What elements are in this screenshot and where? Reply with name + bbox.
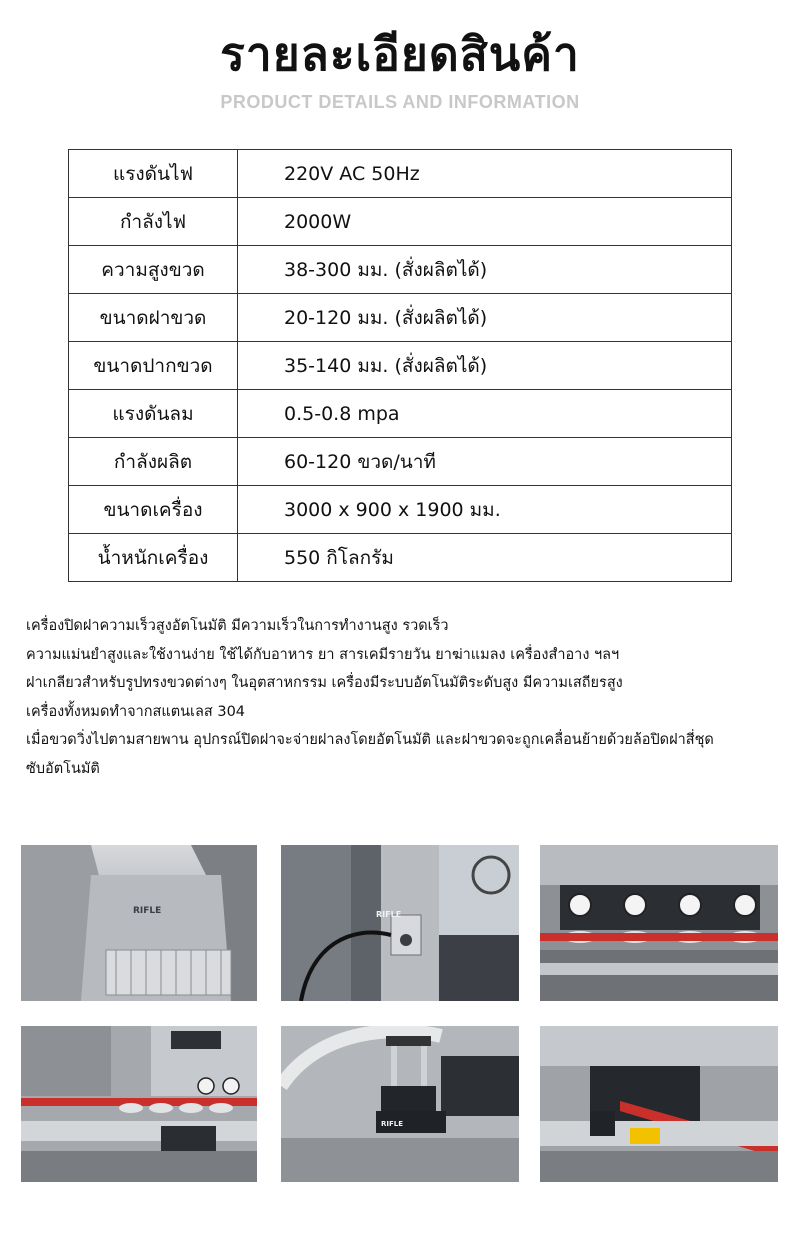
spec-label: กำลังผลิต <box>69 438 238 486</box>
spec-value: 60-120 ขวด/นาที <box>238 438 732 486</box>
spec-label: แรงดันไฟ <box>69 150 238 198</box>
spec-label: ขนาดเครื่อง <box>69 486 238 534</box>
conveyor-photo <box>21 1026 257 1182</box>
cap-hopper-photo <box>21 845 257 1001</box>
spec-value: 220V AC 50Hz <box>238 150 732 198</box>
belt-detail-photo <box>540 1026 778 1182</box>
spec-label: น้ำหนักเครื่อง <box>69 534 238 582</box>
description-line: ความแม่นยำสูงและใช้งานง่าย ใช้ได้กับอาหาร ยา สารเคมีรายวัน ยาฆ่าแมลง เครื่องสำอาง ฯลฯ <box>26 646 620 663</box>
brand-label: RIFLE <box>381 1120 404 1128</box>
spec-label: ขนาดฝาขวด <box>69 294 238 342</box>
spec-value: 38-300 มม. (สั่งผลิตได้) <box>238 246 732 294</box>
table-row <box>69 150 732 198</box>
table-row <box>69 246 732 294</box>
sensor-icon <box>281 845 519 1001</box>
gauge-icon <box>540 845 778 1001</box>
spec-value: 20-120 มม. (สั่งผลิตได้) <box>238 294 732 342</box>
spec-table <box>68 149 732 582</box>
press-head-photo <box>281 1026 519 1182</box>
spec-value: 2000W <box>238 198 732 246</box>
belt-icon <box>540 1026 778 1182</box>
table-row <box>69 438 732 486</box>
page-subtitle: PRODUCT DETAILS AND INFORMATION <box>220 92 580 112</box>
hopper-icon <box>21 845 257 1001</box>
conveyor-icon <box>21 1026 257 1182</box>
spec-label: ความสูงขวด <box>69 246 238 294</box>
spec-value: 3000 x 900 x 1900 มม. <box>238 486 732 534</box>
brand-label: RIFLE <box>133 906 162 916</box>
spec-label: ขนาดปากขวด <box>69 342 238 390</box>
spec-value: 35-140 มม. (สั่งผลิตได้) <box>238 342 732 390</box>
spec-value: 550 กิโลกรัม <box>238 534 732 582</box>
table-row <box>69 342 732 390</box>
table-row <box>69 390 732 438</box>
spec-label: แรงดันลม <box>69 390 238 438</box>
description-line: ซับอัตโนมัติ <box>26 760 100 777</box>
description-line: เครื่องทั้งหมดทำจากสแตนเลส 304 <box>26 703 246 720</box>
table-row <box>69 294 732 342</box>
product-description <box>26 612 786 783</box>
press-icon <box>281 1026 519 1182</box>
description-line: เครื่องปิดฝาความเร็วสูงอัตโนมัติ มีความเร็วในการทำงานสูง รวดเร็ว <box>26 618 449 634</box>
spec-label: กำลังไฟ <box>69 198 238 246</box>
spec-value: 0.5-0.8 mpa <box>238 390 732 438</box>
sensor-photo <box>281 845 519 1001</box>
description-line: ฝาเกลียวสำหรับรูปทรงขวดต่างๆ ในอุตสาหกรรม เครื่องมีระบบอัตโนมัติระดับสูง มีความเสถียรสูง <box>26 675 623 691</box>
brand-label: RIFLE <box>376 910 402 919</box>
table-row <box>69 486 732 534</box>
capping-wheels-photo <box>540 845 778 1001</box>
page-title: รายละเอียดสินค้า <box>220 27 580 81</box>
description-line: เมื่อขวดวิ่งไปตามสายพาน อุปกรณ์ปิดฝาจะจ่ายฝาลงโดยอัตโนมัติ และฝาขวดจะถูกเคลื่อนย้ายด้วยล้อปิดฝาสี่ชุด <box>26 732 714 748</box>
table-row <box>69 534 732 582</box>
table-row <box>69 198 732 246</box>
